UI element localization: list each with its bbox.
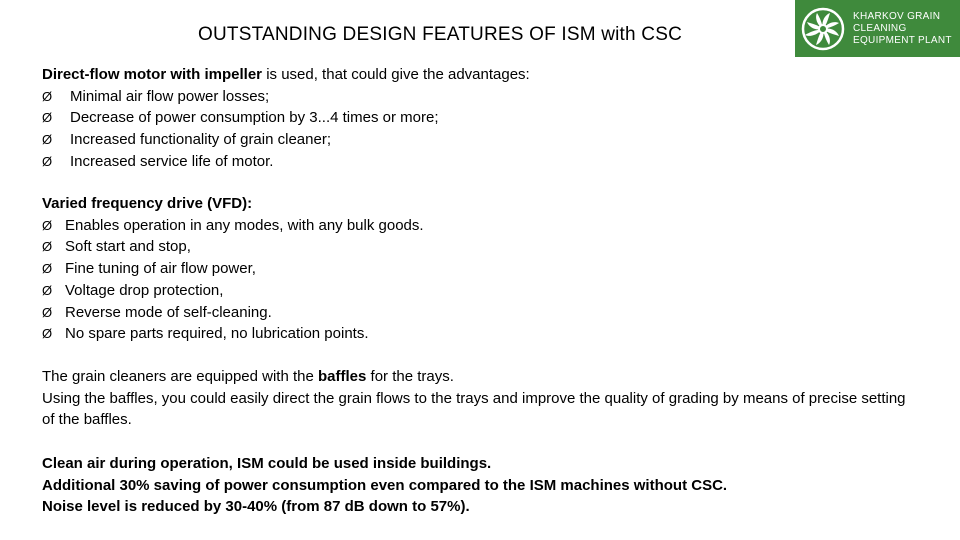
arrow-bullet-icon: Ø xyxy=(42,239,53,255)
summary-line: Additional 30% saving of power consumption even compared to the ISM machines without CSC. xyxy=(42,476,728,494)
summary-line: Clean air during operation, ISM could be used inside buildings. xyxy=(42,455,492,472)
logo-line: EQUIPMENT PLANT xyxy=(853,34,952,46)
arrow-bullet-icon: Ø xyxy=(42,132,53,148)
section-heading: Varied frequency drive (VFD): xyxy=(42,195,253,212)
list-item-text: Voltage drop protection, xyxy=(65,281,224,299)
list-item xyxy=(42,215,922,237)
arrow-bullet-icon: Ø xyxy=(42,261,53,277)
list-item-text: Enables operation in any modes, with any bulk goods. xyxy=(65,216,424,234)
section-motor-advantages xyxy=(42,64,922,173)
baffles-intro xyxy=(42,366,922,388)
arrow-bullet-icon: Ø xyxy=(42,153,53,169)
section-clean-air xyxy=(42,453,922,518)
heading-rest: is used, that could give the advantages: xyxy=(262,66,530,83)
arrow-bullet-icon: Ø xyxy=(42,326,53,342)
company-logo xyxy=(795,0,960,57)
list-item xyxy=(42,86,922,108)
fan-impeller-icon xyxy=(801,7,845,51)
summary-line: Noise level is reduced by 30-40% (from 87 dB down to 57%). xyxy=(42,498,470,516)
baffles-paragraph: Using the baffles, you could easily direct the grain flows to the trays and improve the quality of grading by means of precise setting of the baffles. xyxy=(42,389,906,429)
list-item xyxy=(42,129,922,151)
logo-text xyxy=(853,11,952,47)
list-item xyxy=(42,236,922,258)
list-item xyxy=(42,107,922,129)
list-item-text: Decrease of power consumption by 3...4 times or more; xyxy=(70,109,439,127)
section-heading xyxy=(42,64,922,86)
list-item xyxy=(42,302,922,324)
list-item xyxy=(42,258,922,280)
list-item xyxy=(42,151,922,173)
list-item xyxy=(42,323,922,345)
arrow-bullet-icon: Ø xyxy=(42,88,53,104)
baffles-intro-post: for the trays. xyxy=(366,368,454,385)
list-item-text: Soft start and stop, xyxy=(65,238,191,256)
list-item-text: Minimal air flow power losses; xyxy=(70,87,270,105)
baffles-intro-pre: The grain cleaners are equipped with the xyxy=(42,368,319,385)
arrow-bullet-icon: Ø xyxy=(42,110,53,126)
baffles-intro-bold: baffles xyxy=(318,368,367,385)
list-item-text: Reverse mode of self-cleaning. xyxy=(65,303,272,321)
logo-line: CLEANING xyxy=(853,22,907,34)
arrow-bullet-icon: Ø xyxy=(42,217,53,233)
list-item-text: Increased service life of motor. xyxy=(70,152,274,170)
section-baffles xyxy=(42,366,922,431)
arrow-bullet-icon: Ø xyxy=(42,282,53,298)
list-item-text: Increased functionality of grain cleaner; xyxy=(70,131,331,149)
heading-bold: Direct-flow motor with impeller xyxy=(42,66,263,83)
list-item-text: Fine tuning of air flow power, xyxy=(65,260,256,278)
logo-line: KHARKOV GRAIN xyxy=(853,10,941,22)
list-item-text: No spare parts required, no lubrication points. xyxy=(65,325,369,343)
list-item xyxy=(42,280,922,302)
arrow-bullet-icon: Ø xyxy=(42,304,53,320)
slide-title: OUTSTANDING DESIGN FEATURES OF ISM with CSC xyxy=(198,24,682,45)
section-vfd xyxy=(42,193,922,345)
